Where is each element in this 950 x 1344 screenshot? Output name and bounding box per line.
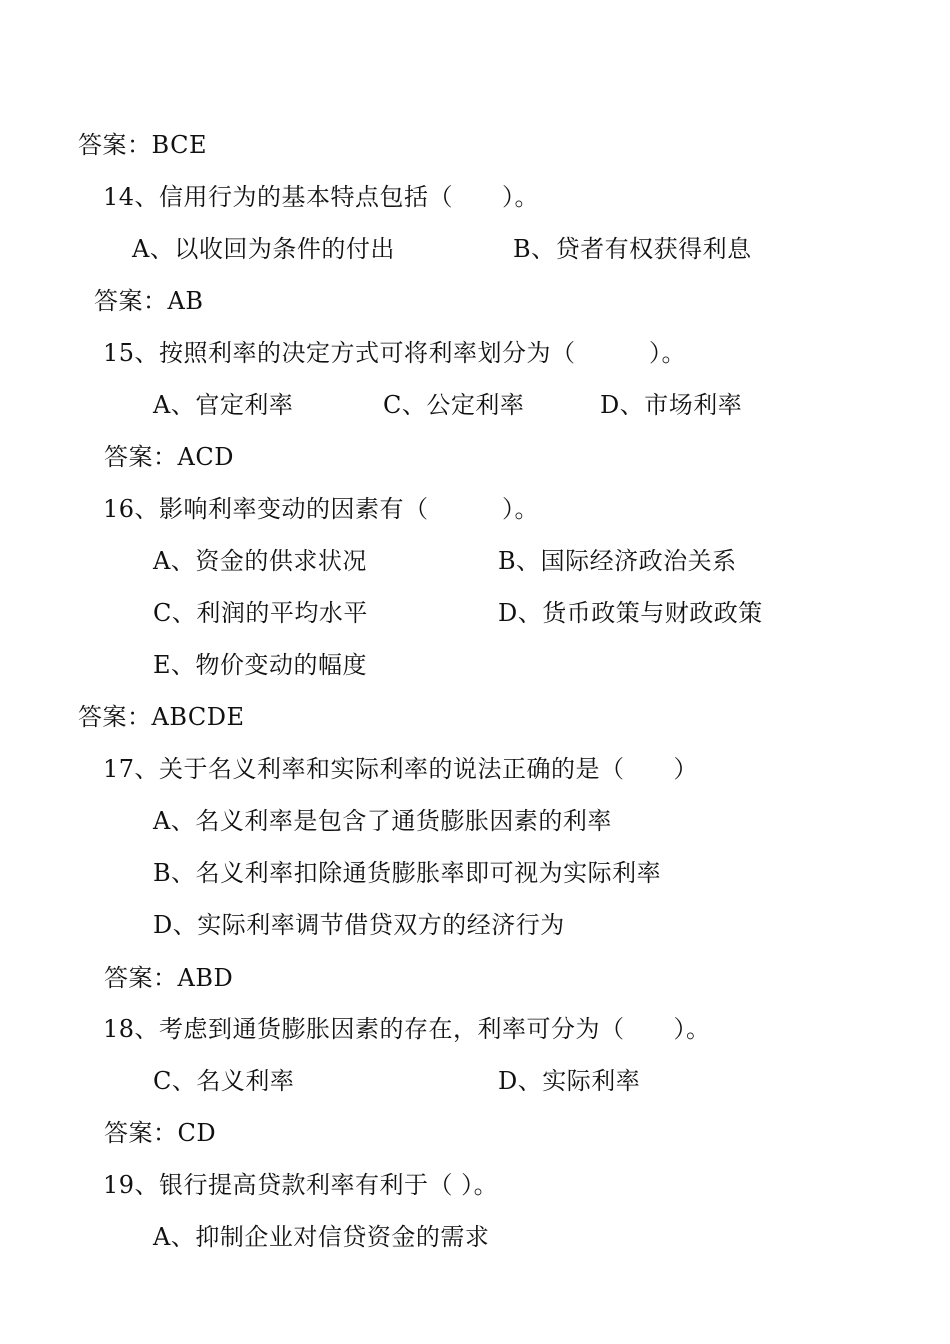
answer-line: 答案：CD [104,1119,217,1147]
option-line: A、资金的供求状况 [153,547,367,575]
option-line: B、国际经济政治关系 [498,547,737,575]
option-line: A、名义利率是包含了通货膨胀因素的利率 [153,807,612,835]
answer-line: 答案：ACD [104,443,234,471]
option-line: D、货币政策与财政政策 [498,599,763,627]
answer-line: 答案：ABCDE [78,703,245,731]
option-line: E、物价变动的幅度 [153,651,368,679]
option-line: C、名义利率 [153,1067,295,1095]
option-line: B、贷者有权获得利息 [513,235,752,263]
option-line: D、实际利率调节借贷双方的经济行为 [153,911,565,939]
answer-line: 答案：ABD [104,964,234,992]
option-line: A、以收回为条件的付出 [132,235,395,263]
option-line: C、利润的平均水平 [153,599,368,627]
option-line: D、实际利率 [498,1067,641,1095]
question-14: 14、信用行为的基本特点包括（ ）。 [103,183,540,211]
answer-line: 答案：BCE [78,131,207,159]
option-line: B、名义利率扣除通货膨胀率即可视为实际利率 [153,859,662,887]
question-18: 18、考虑到通货膨胀因素的存在，利率可分为（ ）。 [103,1015,711,1043]
question-17: 17、关于名义利率和实际利率的说法正确的是（ ） [103,755,699,783]
option-line: A、抑制企业对信贷资金的需求 [153,1223,490,1251]
option-line: C、公定利率 [383,391,525,419]
question-15: 15、按照利率的决定方式可将利率划分为（ ）。 [103,339,687,367]
option-line: D、市场利率 [600,391,743,419]
answer-line: 答案：AB [94,287,204,315]
question-16: 16、影响利率变动的因素有（ ）。 [103,495,540,523]
question-19: 19、银行提高贷款利率有利于（ ）。 [103,1171,499,1199]
option-line: A、官定利率 [153,391,294,419]
